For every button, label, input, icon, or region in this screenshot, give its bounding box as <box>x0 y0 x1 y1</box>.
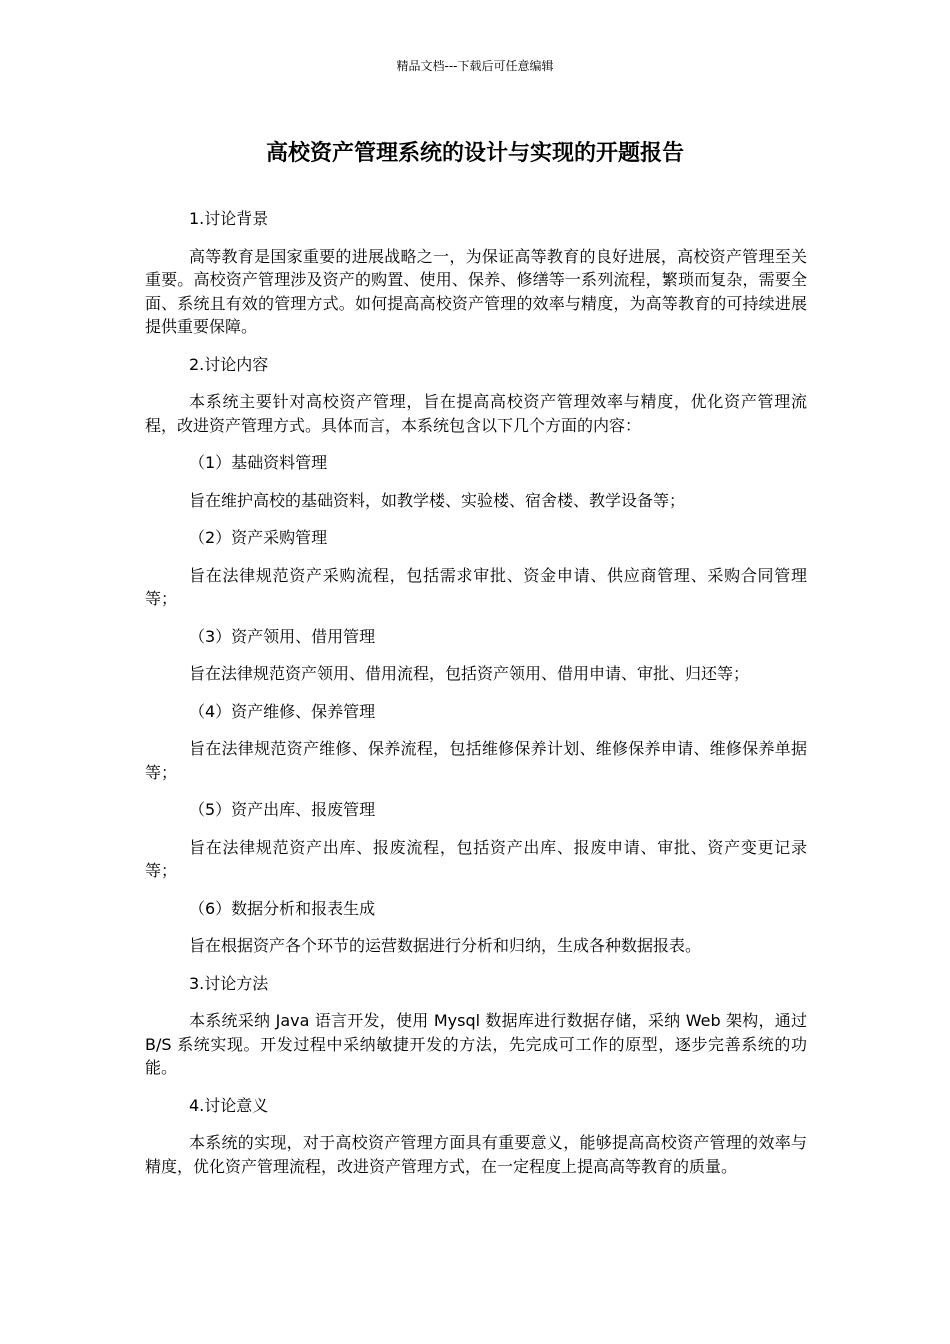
list-item-heading-6: （6）数据分析和报表生成 <box>189 898 376 918</box>
list-item-heading-1: （1）基础资料管理 <box>189 453 328 472</box>
paragraph-content-intro: 本系统主要针对高校资产管理，旨在提高高校资产管理效率与精度，优化资产管理流程，改进资产管理方式。具体而言，本系统包含以下几个方面的内容： <box>145 392 807 435</box>
list-item-text-4: 旨在法律规范资产维修、保养流程，包括维修保养计划、维修保养申请、维修保养单据等； <box>145 739 807 782</box>
paragraph-significance: 本系统的实现，对于高校资产管理方面具有重要意义，能够提高高校资产管理的效率与精度，优化资产管理流程，改进资产管理方式，在一定程度上提高高等教育的质量。 <box>145 1133 807 1176</box>
list-item-text-6: 旨在根据资产各个环节的运营数据进行分析和归纳，生成各种数据报表。 <box>189 936 702 955</box>
section-heading-background: 1.讨论背景 <box>189 209 269 228</box>
list-item-heading-3: （3）资产领用、借用管理 <box>189 626 376 646</box>
list-item-heading-4: （4）资产维修、保养管理 <box>189 701 376 721</box>
list-item-heading-5: （5）资产出库、报废管理 <box>189 800 376 819</box>
header-note: 精品文档---下载后可任意编辑 <box>396 59 554 73</box>
document-title: 高校资产管理系统的设计与实现的开题报告 <box>265 141 684 166</box>
list-item-heading-2: （2）资产采购管理 <box>189 528 328 547</box>
section-heading-content: 2.讨论内容 <box>189 354 269 374</box>
list-item-text-3: 旨在法律规范资产领用、借用流程，包括资产领用、借用申请、审批、归还等； <box>189 664 750 683</box>
section-heading-method: 3.讨论方法 <box>189 973 269 993</box>
list-item-text-1: 旨在维护高校的基础资料，如教学楼、实验楼、宿舍楼、教学设备等； <box>189 490 686 510</box>
section-heading-significance: 4.讨论意义 <box>189 1095 269 1115</box>
paragraph-background: 高等教育是国家重要的进展战略之一，为保证高等教育的良好进展，高校资产管理至关重要。高校资产管理涉及资产的购置、使用、保养、修缮等一系列流程，繁琐而复杂，需要全面、系统且有效的管理方式。如何提高高校资产管理的效率与精度，为高等教育的可持续进展提供重要保障。 <box>145 246 807 336</box>
list-item-text-5: 旨在法律规范资产出库、报废流程，包括资产出库、报废申请、审批、资产变更记录等； <box>145 837 807 880</box>
list-item-text-2: 旨在法律规范资产采购流程，包括需求审批、资金申请、供应商管理、采购合同管理等； <box>145 565 807 608</box>
document-body <box>145 207 807 1192</box>
paragraph-method: 本系统采纳 Java 语言开发，使用 Mysql 数据库进行数据存储，采纳 Web 架构，通过 B/S 系统实现。开发过程中采纳敏捷开发的方法，先完成可工作的原型，逐步完善系统的功能。 <box>145 1011 807 1077</box>
